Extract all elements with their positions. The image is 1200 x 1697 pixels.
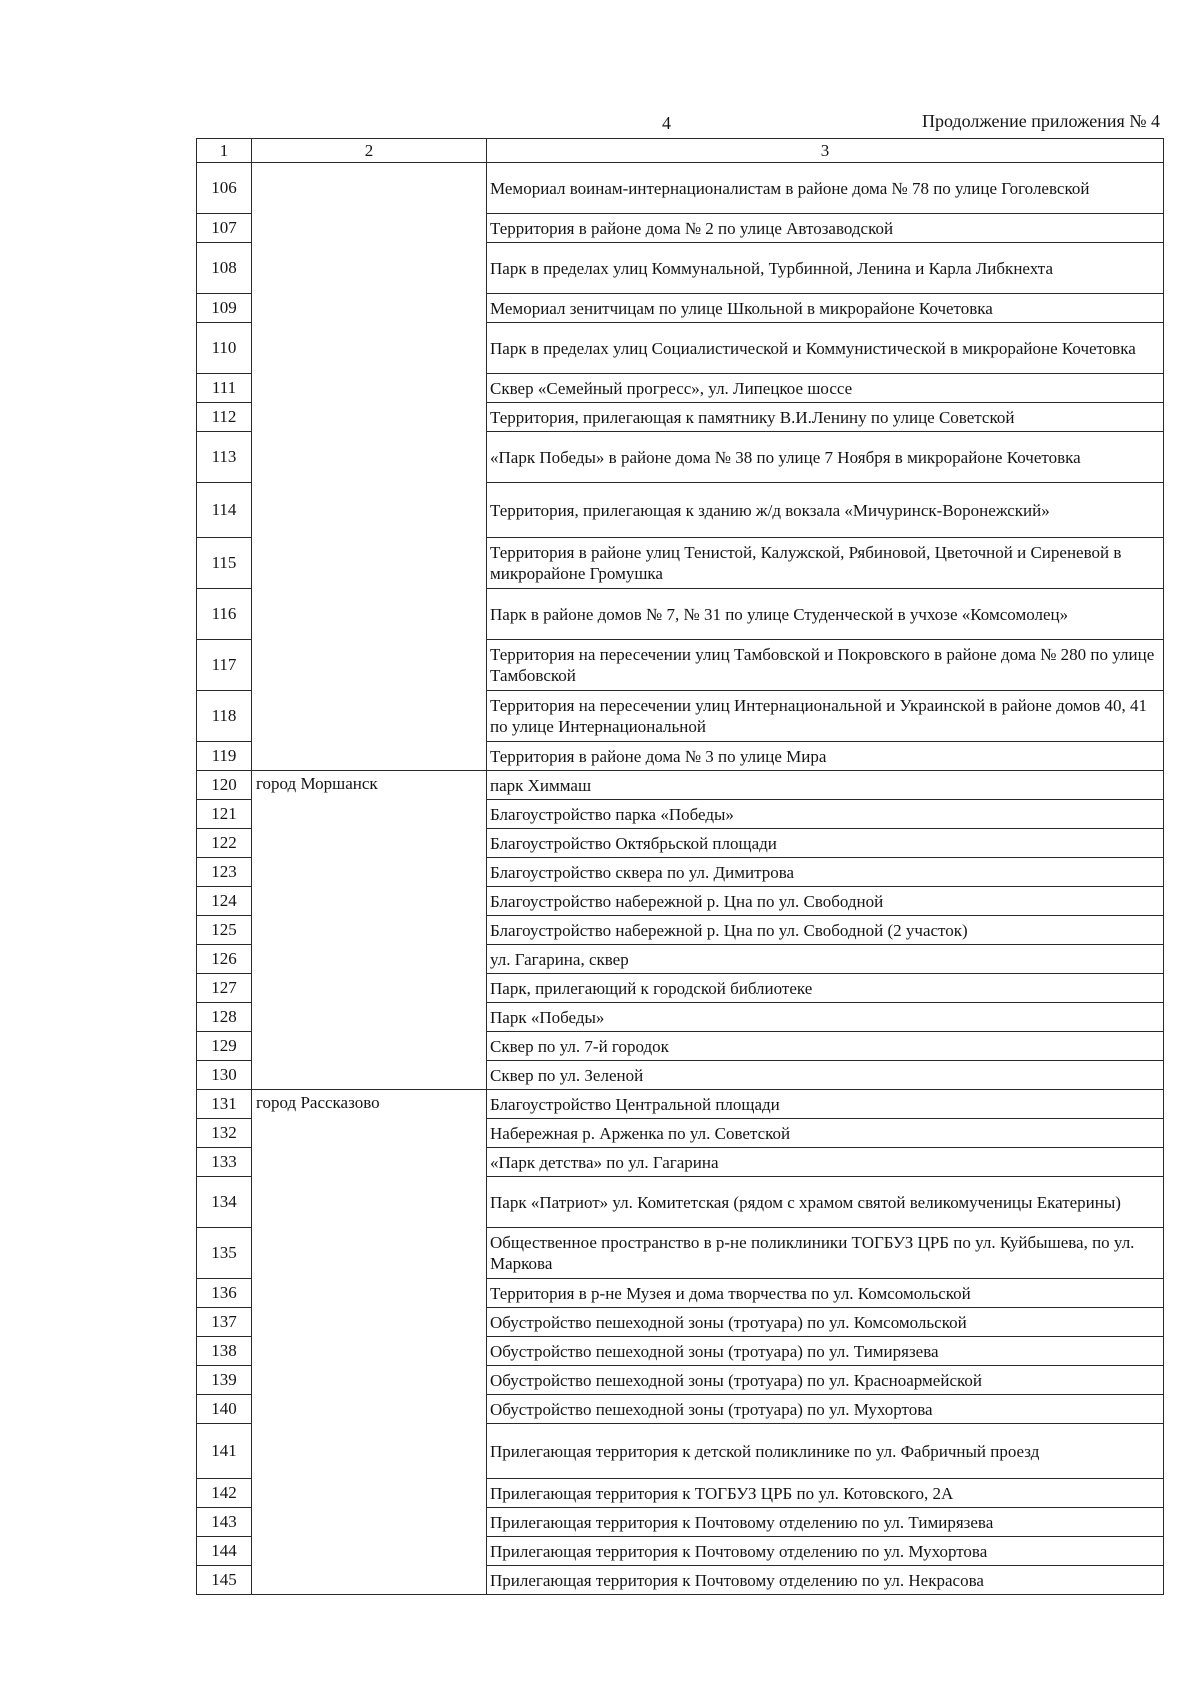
row-number: 132 xyxy=(197,1119,252,1148)
row-number: 118 xyxy=(197,691,252,742)
object-description: Мемориал воинам-интернационалистам в районе дома № 78 по улице Гоголевской xyxy=(487,163,1164,214)
row-number: 123 xyxy=(197,858,252,887)
object-description: Территория в р-не Музея и дома творчества по ул. Комсомольской xyxy=(487,1279,1164,1308)
object-description: Обустройство пешеходной зоны (тротуара) по ул. Красноармейской xyxy=(487,1366,1164,1395)
table-header-row xyxy=(197,139,1164,163)
row-number: 145 xyxy=(197,1566,252,1595)
row-number: 139 xyxy=(197,1366,252,1395)
column-header-2: 2 xyxy=(252,139,487,163)
row-number: 107 xyxy=(197,214,252,243)
row-number: 113 xyxy=(197,432,252,483)
row-number: 111 xyxy=(197,374,252,403)
object-description: «Парк детства» по ул. Гагарина xyxy=(487,1148,1164,1177)
object-description: Обустройство пешеходной зоны (тротуара) по ул. Комсомольской xyxy=(487,1308,1164,1337)
object-description: Благоустройство набережной р. Цна по ул. Свободной (2 участок) xyxy=(487,916,1164,945)
object-description: Парк в пределах улиц Коммунальной, Турбинной, Ленина и Карла Либкнехта xyxy=(487,243,1164,294)
column-header-1: 1 xyxy=(197,139,252,163)
row-number: 128 xyxy=(197,1003,252,1032)
object-description: Территория в районе улиц Тенистой, Калужской, Рябиновой, Цветочной и Сиреневой в микрорайоне Громушка xyxy=(487,538,1164,589)
object-description: Прилегающая территория к Почтовому отделению по ул. Некрасова xyxy=(487,1566,1164,1595)
table-row xyxy=(197,771,1164,800)
row-number: 144 xyxy=(197,1537,252,1566)
object-description: Территория на пересечении улиц Тамбовской и Покровского в районе дома № 280 по улице Тамбовской xyxy=(487,640,1164,691)
row-number: 120 xyxy=(197,771,252,800)
object-description: Благоустройство Центральной площади xyxy=(487,1090,1164,1119)
row-number: 129 xyxy=(197,1032,252,1061)
row-number: 117 xyxy=(197,640,252,691)
object-description: Благоустройство парка «Победы» xyxy=(487,800,1164,829)
page-number: 4 xyxy=(662,113,671,133)
table-row xyxy=(197,163,1164,214)
row-number: 122 xyxy=(197,829,252,858)
object-description: «Парк Победы» в районе дома № 38 по улице 7 Ноября в микрорайоне Кочетовка xyxy=(487,432,1164,483)
row-number: 133 xyxy=(197,1148,252,1177)
object-description: ул. Гагарина, сквер xyxy=(487,945,1164,974)
object-description: Благоустройство Октябрьской площади xyxy=(487,829,1164,858)
object-description: Благоустройство сквера по ул. Димитрова xyxy=(487,858,1164,887)
city-name: город Рассказово xyxy=(252,1090,487,1595)
object-description: Прилегающая территория к Почтовому отделению по ул. Тимирязева xyxy=(487,1508,1164,1537)
row-number: 106 xyxy=(197,163,252,214)
row-number: 142 xyxy=(197,1479,252,1508)
row-number: 141 xyxy=(197,1424,252,1479)
object-description: Территория, прилегающая к зданию ж/д вокзала «Мичуринск-Воронежский» xyxy=(487,483,1164,538)
column-header-3: 3 xyxy=(487,139,1164,163)
row-number: 127 xyxy=(197,974,252,1003)
object-description: Обустройство пешеходной зоны (тротуара) по ул. Тимирязева xyxy=(487,1337,1164,1366)
row-number: 116 xyxy=(197,589,252,640)
object-description: Обустройство пешеходной зоны (тротуара) по ул. Мухортова xyxy=(487,1395,1164,1424)
object-description: Парк в районе домов № 7, № 31 по улице Студенческой в учхозе «Комсомолец» xyxy=(487,589,1164,640)
object-description: Сквер по ул. Зеленой xyxy=(487,1061,1164,1090)
row-number: 131 xyxy=(197,1090,252,1119)
row-number: 130 xyxy=(197,1061,252,1090)
object-description: Территория в районе дома № 3 по улице Мира xyxy=(487,742,1164,771)
objects-table xyxy=(196,138,1164,1595)
object-description: Территория на пересечении улиц Интернациональной и Украинской в районе домов 40, 41 по улице Интернациональной xyxy=(487,691,1164,742)
object-description: Территория, прилегающая к памятнику В.И.Ленину по улице Советской xyxy=(487,403,1164,432)
row-number: 108 xyxy=(197,243,252,294)
row-number: 115 xyxy=(197,538,252,589)
row-number: 121 xyxy=(197,800,252,829)
object-description: Сквер «Семейный прогресс», ул. Липецкое шоссе xyxy=(487,374,1164,403)
row-number: 125 xyxy=(197,916,252,945)
object-description: Парк, прилегающий к городской библиотеке xyxy=(487,974,1164,1003)
object-description: Прилегающая территория к Почтовому отделению по ул. Мухортова xyxy=(487,1537,1164,1566)
table-row xyxy=(197,1090,1164,1119)
row-number: 135 xyxy=(197,1228,252,1279)
continuation-title: Продолжение приложения № 4 xyxy=(921,111,1160,131)
object-description: Набережная р. Арженка по ул. Советской xyxy=(487,1119,1164,1148)
object-description: Прилегающая территория к ТОГБУЗ ЦРБ по ул. Котовского, 2А xyxy=(487,1479,1164,1508)
object-description: Сквер по ул. 7-й городок xyxy=(487,1032,1164,1061)
row-number: 136 xyxy=(197,1279,252,1308)
row-number: 134 xyxy=(197,1177,252,1228)
object-description: парк Химмаш xyxy=(487,771,1164,800)
row-number: 110 xyxy=(197,323,252,374)
object-description: Благоустройство набережной р. Цна по ул. Свободной xyxy=(487,887,1164,916)
object-description: Парк «Патриот» ул. Комитетская (рядом с храмом святой великомученицы Екатерины) xyxy=(487,1177,1164,1228)
object-description: Прилегающая территория к детской поликлинике по ул. Фабричный проезд xyxy=(487,1424,1164,1479)
object-description: Мемориал зенитчицам по улице Школьной в микрорайоне Кочетовка xyxy=(487,294,1164,323)
row-number: 143 xyxy=(197,1508,252,1537)
city-name xyxy=(252,163,487,771)
object-description: Общественное пространство в р-не поликлиники ТОГБУЗ ЦРБ по ул. Куйбышева, по ул. Маркова xyxy=(487,1228,1164,1279)
table-body xyxy=(197,163,1164,1595)
row-number: 109 xyxy=(197,294,252,323)
object-description: Территория в районе дома № 2 по улице Автозаводской xyxy=(487,214,1164,243)
row-number: 137 xyxy=(197,1308,252,1337)
object-description: Парк в пределах улиц Социалистической и Коммунистической в микрорайоне Кочетовка xyxy=(487,323,1164,374)
row-number: 124 xyxy=(197,887,252,916)
object-description: Парк «Победы» xyxy=(487,1003,1164,1032)
row-number: 112 xyxy=(197,403,252,432)
row-number: 114 xyxy=(197,483,252,538)
row-number: 140 xyxy=(197,1395,252,1424)
row-number: 119 xyxy=(197,742,252,771)
row-number: 126 xyxy=(197,945,252,974)
row-number: 138 xyxy=(197,1337,252,1366)
city-name: город Моршанск xyxy=(252,771,487,1090)
